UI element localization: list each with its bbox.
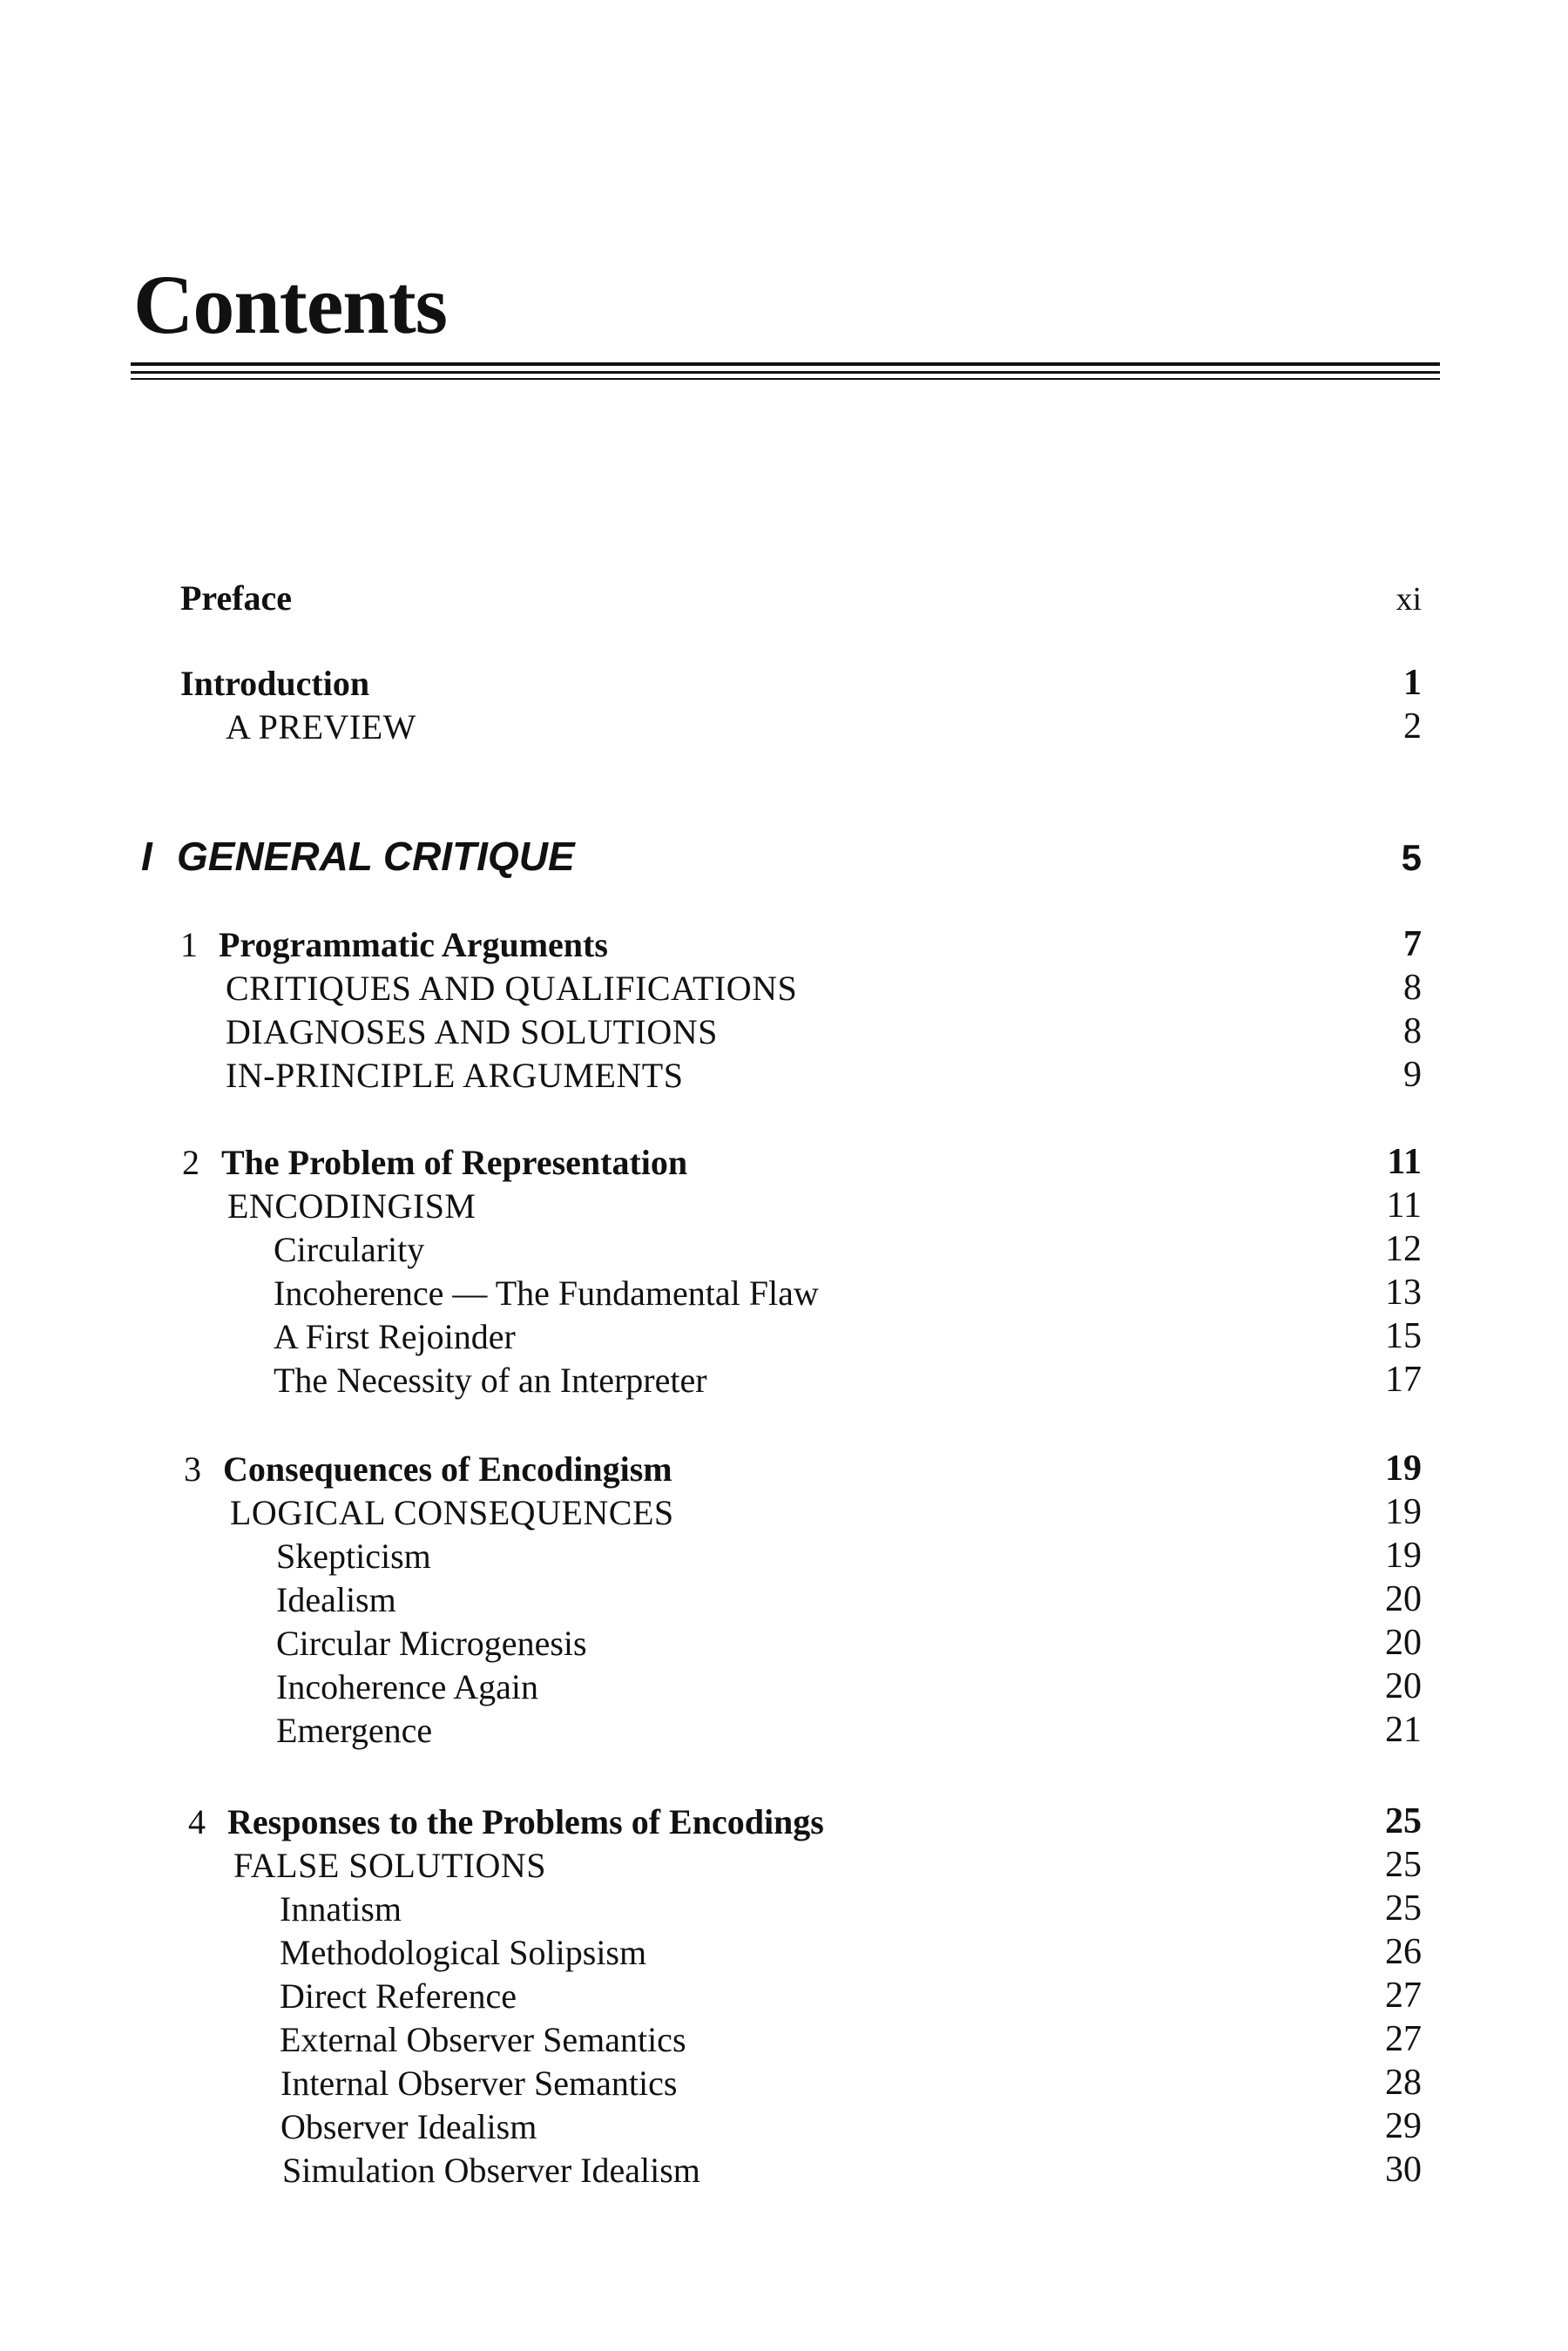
entry-page-number: 29 <box>1385 2106 1422 2146</box>
toc-entry-subsection[interactable] <box>0 1927 1568 1970</box>
toc-entry-subsection[interactable] <box>0 1618 1568 1661</box>
chapter-title: Responses to the Problems of Encodings <box>227 1802 824 1841</box>
entry-page-number: 27 <box>1385 1976 1422 2016</box>
part-numeral: I <box>141 834 152 879</box>
chapter-title: The Problem of Representation <box>221 1143 688 1182</box>
toc-entry-section[interactable] <box>0 1840 1568 1883</box>
toc-entry-subsection[interactable] <box>0 1530 1568 1574</box>
entry-page-number: 7 <box>1403 924 1422 964</box>
entry-label: External Observer Semantics <box>280 2020 686 2059</box>
entry-label: Internal Observer Semantics <box>280 2064 678 2103</box>
entry-page-number: 17 <box>1385 1360 1422 1400</box>
toc-entry-preface[interactable] <box>0 572 1568 616</box>
entry-label: Skepticism <box>276 1537 431 1576</box>
entry-label: Methodological Solipsism <box>280 1933 647 1972</box>
entry-label: Idealism <box>276 1580 396 1619</box>
entry-page-number: 30 <box>1385 2150 1422 2190</box>
entry-page-number: 20 <box>1385 1579 1422 1619</box>
entry-label: Incoherence — The Fundamental Flaw <box>274 1273 819 1313</box>
toc-chapter-1[interactable] <box>0 919 1568 963</box>
toc-entry-section[interactable] <box>0 1006 1568 1050</box>
chapter-number: 4 <box>188 1802 206 1841</box>
entry-page-number: 19 <box>1385 1536 1422 1576</box>
entry-page-number: 9 <box>1403 1055 1422 1095</box>
entry-label: Circular Microgenesis <box>276 1624 587 1663</box>
toc-entry-section[interactable] <box>0 1487 1568 1530</box>
entry-page-number: 8 <box>1403 968 1422 1008</box>
entry-page-number: 11 <box>1387 1142 1422 1182</box>
chapter-title: Programmatic Arguments <box>219 925 608 964</box>
toc-entry-subsection[interactable] <box>0 1883 1568 1927</box>
entry-label: Observer Idealism <box>280 2107 537 2146</box>
toc-chapter-4[interactable] <box>0 1796 1568 1840</box>
entry-page-number: xi <box>1396 581 1422 618</box>
title-rule-middle <box>131 371 1440 374</box>
toc-entry-subsection[interactable] <box>0 2057 1568 2101</box>
toc-entry-section[interactable] <box>0 1050 1568 1093</box>
entry-page-number: 12 <box>1385 1229 1422 1269</box>
title-rule-thin <box>131 378 1440 380</box>
page-title: Contents <box>133 258 448 351</box>
chapter-number: 1 <box>180 925 198 964</box>
entry-page-number: 25 <box>1385 1888 1422 1929</box>
entry-page-number: 11 <box>1386 1186 1422 1226</box>
toc-entry-subsection[interactable] <box>0 1705 1568 1748</box>
entry-page-number: 27 <box>1385 2019 1422 2059</box>
toc-entry-subsection[interactable] <box>0 1224 1568 1267</box>
toc-entry-introduction[interactable] <box>0 658 1568 701</box>
toc-chapter-2[interactable] <box>0 1137 1568 1180</box>
entry-label: DIAGNOSES AND SOLUTIONS <box>226 1012 718 1051</box>
entry-page-number: 19 <box>1385 1492 1422 1532</box>
entry-label: Emergence <box>276 1711 433 1750</box>
toc-entry-subsection[interactable] <box>0 1574 1568 1618</box>
entry-label: Preface <box>180 578 293 618</box>
entry-label: Simulation Observer Idealism <box>282 2151 700 2190</box>
entry-page-number: 20 <box>1385 1666 1422 1706</box>
entry-label: FALSE SOLUTIONS <box>233 1846 547 1885</box>
entry-label: A PREVIEW <box>226 707 416 747</box>
toc-part-general-critique[interactable] <box>0 828 1568 879</box>
title-rule-thick <box>131 362 1440 366</box>
toc-entry-section[interactable] <box>0 701 1568 745</box>
entry-page-number: 28 <box>1385 2063 1422 2103</box>
toc-chapter-3[interactable] <box>0 1443 1568 1487</box>
chapter-number: 2 <box>182 1143 199 1182</box>
entry-page-number: 13 <box>1385 1273 1422 1313</box>
entry-page-number: 26 <box>1385 1932 1422 1972</box>
entry-label: ENCODINGISM <box>227 1186 476 1226</box>
entry-label: CRITIQUES AND QUALIFICATIONS <box>226 969 798 1008</box>
toc-entry-subsection[interactable] <box>0 1267 1568 1311</box>
entry-page-number: 25 <box>1385 1845 1422 1885</box>
entry-page-number: 8 <box>1403 1011 1422 1051</box>
entry-page-number: 19 <box>1385 1449 1422 1489</box>
entry-label: LOGICAL CONSEQUENCES <box>230 1493 674 1532</box>
entry-label: Direct Reference <box>280 1976 517 2016</box>
toc-entry-subsection[interactable] <box>0 2145 1568 2188</box>
entry-page-number: 20 <box>1385 1623 1422 1663</box>
toc-entry-section[interactable] <box>0 963 1568 1006</box>
chapter-title: Consequences of Encodingism <box>223 1449 672 1489</box>
entry-page-number: 2 <box>1403 706 1422 747</box>
toc-entry-subsection[interactable] <box>0 2101 1568 2145</box>
entry-label: Circularity <box>274 1230 425 1269</box>
entry-page-number: 1 <box>1403 663 1422 703</box>
toc-entry-subsection[interactable] <box>0 1661 1568 1705</box>
part-title: GENERAL CRITIQUE <box>177 834 575 879</box>
entry-page-number: 25 <box>1385 1801 1422 1841</box>
entry-page-number: 5 <box>1401 837 1422 878</box>
entry-page-number: 21 <box>1385 1710 1422 1750</box>
entry-label: Introduction <box>180 664 370 703</box>
chapter-number: 3 <box>184 1449 201 1489</box>
entry-label: IN-PRINCIPLE ARGUMENTS <box>226 1056 684 1095</box>
entry-label: The Necessity of an Interpreter <box>274 1361 707 1400</box>
entry-page-number: 15 <box>1385 1316 1422 1356</box>
entry-label: Incoherence Again <box>276 1667 538 1706</box>
entry-label: A First Rejoinder <box>274 1317 516 1356</box>
toc-entry-subsection[interactable] <box>0 2014 1568 2057</box>
entry-label: Innatism <box>280 1889 402 1929</box>
toc-entry-subsection[interactable] <box>0 1970 1568 2014</box>
toc-entry-subsection[interactable] <box>0 1355 1568 1398</box>
toc-entry-section[interactable] <box>0 1180 1568 1224</box>
toc-entry-subsection[interactable] <box>0 1311 1568 1355</box>
